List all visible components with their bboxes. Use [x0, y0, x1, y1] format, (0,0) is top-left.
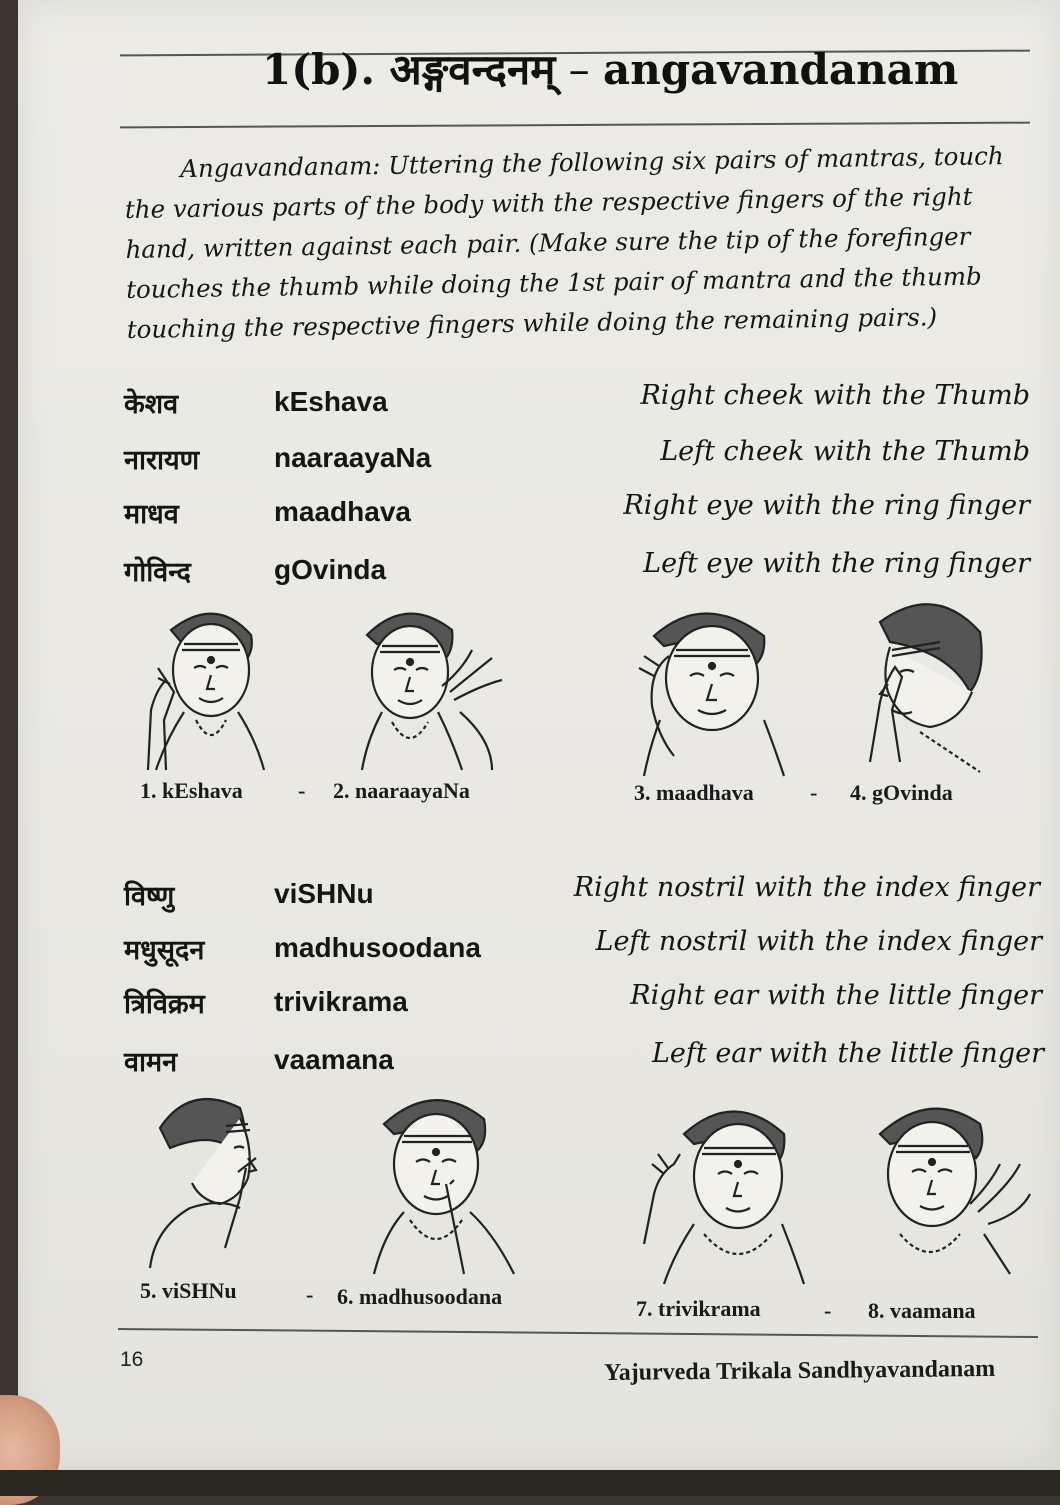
caption-dash: -: [824, 1298, 832, 1323]
title-devanagari: 1(b). अङ्गवन्दनम्: [262, 45, 556, 94]
mantra-instruction: Right cheek with the Thumb: [640, 380, 1030, 411]
mantra-instruction: Right eye with the ring finger: [623, 490, 1030, 521]
mantra-instruction: Left cheek with the Thumb: [660, 436, 1030, 467]
mantra-row: [0, 380, 1060, 434]
page-title: [262, 40, 958, 97]
caption-6: 6. madhusoodana: [337, 1284, 503, 1309]
page-edge-shadow: [0, 1470, 1060, 1496]
mantra-devanagari: विष्णु: [124, 881, 175, 912]
mantra-row: [0, 436, 1060, 490]
mantra-instruction: Right ear with the little finger: [630, 980, 1042, 1011]
mantra-row: [0, 490, 1060, 544]
illustration-trivikrama: [634, 1094, 814, 1284]
mantra-transliteration: kEshava: [274, 386, 388, 417]
illustration-govinda: [840, 592, 1010, 772]
mantra-devanagari: गोविन्द: [124, 557, 191, 588]
mantra-devanagari: वामन: [124, 1047, 178, 1078]
caption-dash: -: [810, 780, 818, 805]
mantra-row: [0, 1038, 1060, 1092]
illustration-naaraayana: [342, 600, 512, 770]
mantra-instruction: Right nostril with the index finger: [573, 872, 1040, 903]
intro-text: Angavandanam: Uttering the following six pairs of mantras, touch the various parts of the body with the respective fingers of the right hand, written against each pair. (Make sure the tip of the forefinger touches the thumb while doing the 1st pair of mantra and the thumb touching the respective fingers while doing the remaining pairs.): [124, 141, 1004, 344]
mantra-row: [0, 980, 1060, 1034]
mantra-devanagari: त्रिविक्रम: [124, 989, 205, 1020]
mantra-devanagari: केशव: [124, 389, 179, 420]
caption-dash: -: [298, 778, 306, 803]
caption-2: 2. naaraayaNa: [333, 778, 470, 803]
illustration-vishnu: [130, 1088, 280, 1268]
caption-8: 8. vaamana: [868, 1298, 976, 1323]
mantra-devanagari: नारायण: [124, 445, 200, 476]
caption-1: 1. kEshava: [140, 778, 243, 803]
title-latin: angavandanam: [603, 45, 959, 94]
mantra-instruction: Left ear with the little finger: [651, 1038, 1044, 1069]
page-number: 16: [120, 1348, 144, 1371]
mantra-instruction: Left eye with the ring finger: [643, 548, 1030, 579]
title-separator: –: [555, 45, 604, 94]
mantra-transliteration: trivikrama: [274, 986, 408, 1017]
intro-paragraph: [124, 136, 1033, 350]
mantra-transliteration: viSHNu: [274, 878, 374, 909]
mantra-devanagari: माधव: [124, 499, 179, 530]
caption-dash: -: [306, 1282, 314, 1307]
illustration-keshava: [126, 600, 266, 770]
caption-5: 5. viSHNu: [140, 1278, 237, 1303]
mantra-row: [0, 872, 1060, 926]
illustration-maadhava: [614, 596, 794, 776]
mantra-transliteration: madhusoodana: [274, 932, 481, 963]
illustration-madhusoodana: [354, 1084, 524, 1274]
mantra-instruction: Left nostril with the index finger: [595, 926, 1042, 957]
mantra-row: [0, 926, 1060, 980]
mantra-transliteration: maadhava: [274, 496, 411, 527]
mantra-transliteration: gOvinda: [274, 554, 387, 585]
caption-7: 7. trivikrama: [636, 1296, 761, 1321]
mantra-transliteration: naaraayaNa: [274, 442, 432, 473]
caption-3: 3. maadhava: [634, 780, 754, 805]
mantra-devanagari: मधुसूदन: [124, 935, 205, 966]
book-title: Yajurveda Trikala Sandhyavandanam: [603, 1355, 996, 1387]
caption-4: 4. gOvinda: [850, 780, 953, 805]
mantra-transliteration: vaamana: [274, 1044, 394, 1075]
illustration-vaamana: [860, 1094, 1040, 1284]
